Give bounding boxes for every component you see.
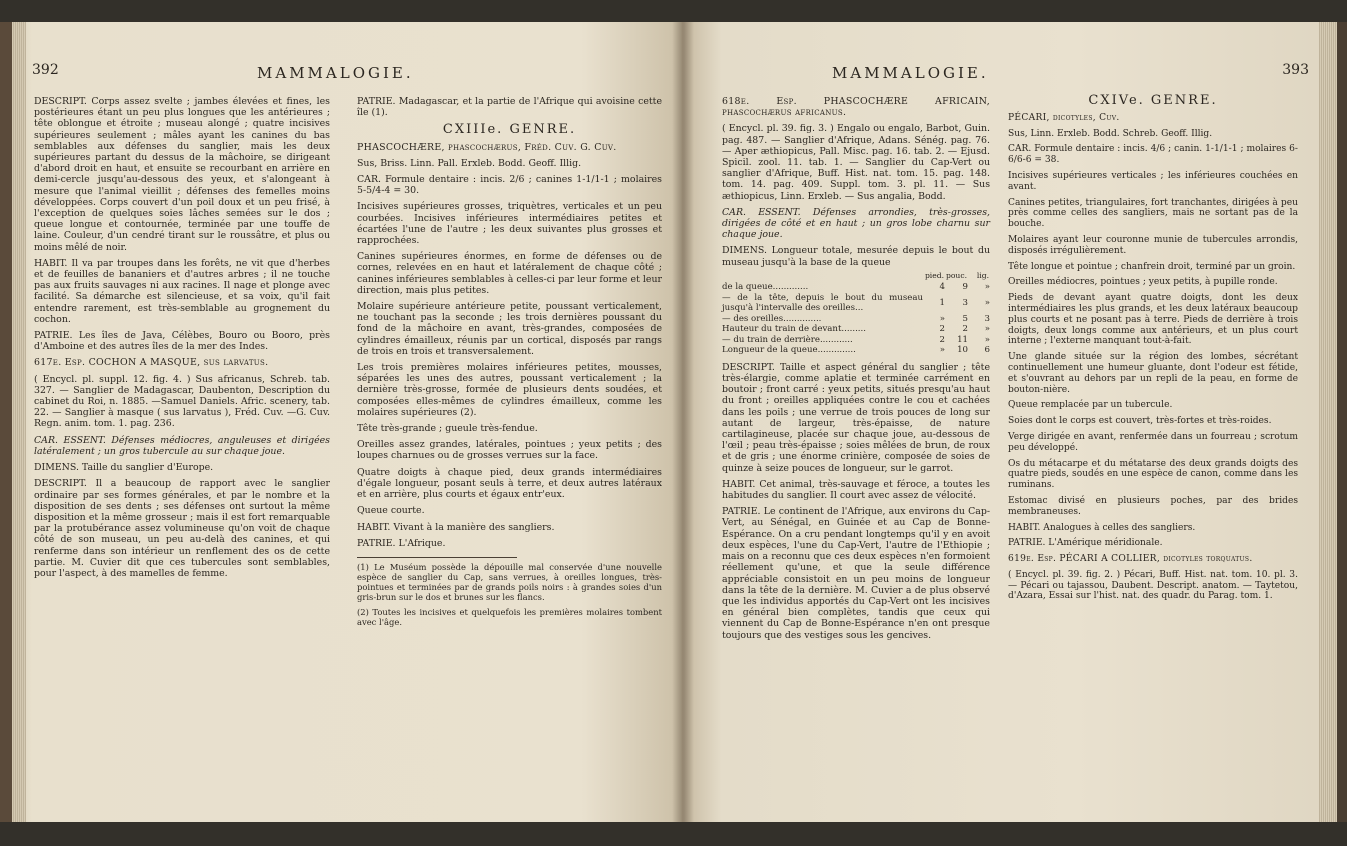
right-column-1: [722, 96, 990, 646]
paragraph: DESCRIPT. Il a beaucoup de rapport avec le sanglier ordinaire par ses formes générales, et par le nombre et la disposition de ses dents ; ses défenses ont surtout la même disposition et la même grosseur ; mais il est fort remarquable par la protubérance assez volumineuse qu'on voit de chaque côté de son museau, un peu au-delà des canines, et qui renferme dans son intérieur un renflement des os de cette partie. M. Cuvier dit que ces tubercules sont semblables, pour l'aspect, à des mamelles de femme.: [34, 478, 330, 579]
paragraph: ( Encycl. pl. 39. fig. 2. ) Pécari, Buff. Hist. nat. tom. 10. pl. 3. — Pécari ou tajassou, Daubent. Descript. anatom. — Taytetou, d'Azara, Essai sur l'hist. nat. des quadr. du Parag. tom. 1.: [1008, 569, 1298, 602]
paragraph: DESCRIPT. Corps assez svelte ; jambes élevées et fines, les postérieures étant un peu plus longues que les antérieures ; tête oblongue et étroite ; museau alongé ; quatre incisives supérieures seulement ; mâles ayant les canines du bas semblables aux défenses du sanglier, mais les deux supérieures partant du dessus de la mâchoire, se dirigeant d'abord droit en haut, et ensuite se recourbant en arrière en demi-cercle jusqu'au-dessous des yeux, et s'alongeant à mesure que l'animal vieillit ; défenses des femelles moins développées. Corps couvert d'un poil doux et un peu frisé, à l'exception de quelques soies lâches semées sur le dos ; queue longue et contournée, terminée par une touffe de laine. Couleur, d'un cendré tirant sur le roussâtre, et plus ou moins mêlé de noir.: [34, 96, 330, 253]
paragraph: Sus, Briss. Linn. Pall. Erxleb. Bodd. Geoff. Illig.: [357, 157, 582, 169]
paragraph: Molaires ayant leur couronne munie de tubercules arrondis, disposés irrégulièrement.: [1008, 234, 1298, 256]
column-header: pied.: [924, 270, 944, 280]
paragraph: ( Encycl. pl. 39. fig. 3. ) Engalo ou engalo, Barbot, Guin. pag. 487. — Sanglier d'Afrique, Adans. Sénég. pag. 76. — Aper æthiopicus, Pall. Misc. pag. 16. tab. 2. — Ejusd. Spicil. zool. 11. tab. 1. — Sanglier du Cap-Vert ou sanglier d'Afrique, Buff. Hist. nat. tom. 15. pag. 148. tom. 14. pag. 409. Suppl. tom. 3. pl. 11. — Sus æthiopicus, Linn. Erxleb. — Sus angalia, Bodd.: [722, 123, 990, 202]
paragraph: DIMENS. Longueur totale, mesurée depuis le bout du museau jusqu'à la base de la queue: [722, 245, 990, 268]
genre-heading: CXIVe. GENRE.: [1088, 93, 1218, 108]
paragraph: PATRIE. Madagascar, et la partie de l'Afrique qui avoisine cette île (1).: [357, 96, 662, 119]
book-gutter: [672, 22, 694, 822]
paragraph: Sus, Linn. Erxleb. Bodd. Schreb. Geoff. Illig.: [1008, 128, 1213, 139]
paragraph: HABIT. Vivant à la manière des sangliers.: [357, 521, 555, 533]
paragraph: Estomac divisé en plusieurs poches, par des brides membraneuses.: [1008, 495, 1298, 517]
table-row: Longueur de la queue.............. » 10 6: [722, 345, 990, 356]
paragraph: PATRIE. Les îles de Java, Célèbes, Bouro ou Booro, près d'Amboine et des autres îles de la mer des Indes.: [34, 330, 330, 353]
paragraph: PHASCOCHÆRE, phascochærus, Fréd. Cuv. G. Cuv.: [357, 141, 617, 153]
left-page: [12, 22, 682, 822]
page-edges-right: [1319, 22, 1337, 822]
page-number: 393: [1282, 62, 1309, 78]
paragraph: Quatre doigts à chaque pied, deux grands intermédiaires d'égale longueur, posant seuls à terre, et deux autres latéraux et en arrière, plus courts et égaux entr'eux.: [357, 466, 662, 501]
right-page: [682, 22, 1337, 822]
species-heading: 619e. Esp. PÉCARI A COLLIER, dicotyles torquatus.: [1008, 554, 1253, 565]
genre-heading: CXIIIe. GENRE.: [442, 122, 577, 138]
paragraph: CAR. ESSENT. Défenses arrondies, très-grosses, dirigées de côté et en haut ; un gros lobe charnu sur chaque joue.: [722, 206, 990, 241]
running-head: MAMMALOGIE.: [832, 64, 989, 82]
paragraph: Verge dirigée en avant, renfermée dans un fourreau ; scrotum peu développé.: [1008, 431, 1298, 453]
footnote: (1) Le Muséum possède la dépouille mal conservée d'une nouvelle espèce de sanglier du Cap, sans verrues, à oreilles longues, très-pointues et terminées par de grands poils noirs : à grandes soies d'un gris-brun sur le dos et brunes sur les flancs.: [357, 561, 662, 602]
left-column-2: [357, 96, 662, 632]
book-cover-right: [1337, 22, 1347, 822]
paragraph: PATRIE. Le continent de l'Afrique, aux environs du Cap-Vert, au Sénégal, en Guinée et au Cap de Bonne-Espérance. On a cru pendant longtemps qu'il y en avoit deux espèces, l'une du Cap-Vert, l'autre de l'Ethiopie ; mais on a reconnu que ces deux espèces n'en formoient réellement qu'une, et que la seule différence appréciable consistoit en un peu moins de longueur dans la tête de la dernière. M. Cuvier a de plus observé que les individus apportés du Cap-Vert ont les incisives en général bien complètes, tandis que ceux qui viennent du Cap de Bonne-Espérance n'en ont presque toujours que des vestiges sous les gencives.: [722, 506, 990, 641]
book-cover-left: [0, 22, 12, 822]
species-heading: 618e. Esp. PHASCOCHÆRE AFRICAIN, phascochærus africanus.: [722, 96, 990, 119]
footnote-rule: [357, 557, 517, 558]
paragraph: Tête longue et pointue ; chanfrein droit, terminé par un groin.: [1008, 261, 1296, 272]
paragraph: Queue remplacée par un tubercule.: [1008, 400, 1173, 411]
paragraph: CAR. Formule dentaire : incis. 2/6 ; canines 1-1/1-1 ; molaires 5-5/4-4 = 30.: [357, 174, 662, 197]
paragraph: CAR. ESSENT. Défenses médiocres, anguleuses et dirigées latéralement ; un gros tubercule au sur chaque joue.: [34, 434, 330, 457]
paragraph: Canines supérieures énormes, en forme de défenses ou de cornes, relevées en en haut et latéralement de chaque côté ; canines inférieures semblables à celles-ci par leur forme et leur direction, mais plus petites.: [357, 251, 662, 296]
paragraph: HABIT. Cet animal, très-sauvage et féroce, a toutes les habitudes du sanglier. Il court avec assez de vélocité.: [722, 478, 990, 502]
column-header: pouc.: [946, 270, 967, 280]
paragraph: Os du métacarpe et du métatarse des deux grands doigts des quatre pieds, soudés en une espèce de canon, comme dans les ruminans.: [1008, 458, 1298, 491]
paragraph: Les trois premières molaires inférieures petites, mousses, séparées les unes des autres, poussant verticalement ; la dernière très-grosse, formée de plusieurs dents soudées, et composées elles-mêmes de cylindres émailleux, comme les molaires supérieures (2).: [357, 362, 662, 418]
paragraph: Canines petites, triangulaires, fort tranchantes, dirigées à peu près comme celles des sangliers, mais ne sortant pas de la bouche.: [1008, 197, 1298, 230]
footnote: (2) Toutes les incisives et quelquefois les premières molaires tombent avec l'âge.: [357, 606, 662, 627]
paragraph: Incisives supérieures grosses, triquètres, verticales et un peu courbées. Incisives inférieures intermédiaires petites et écartées l'une de l'autre ; les deux suivantes plus grosses et rapprochées.: [357, 201, 662, 247]
dimensions-table: [722, 270, 990, 356]
paragraph: PÉCARI, dicotyles, Cuv.: [1008, 112, 1120, 123]
paragraph: CAR. Formule dentaire : incis. 4/6 ; canin. 1-1/1-1 ; molaires 6-6/6-6 = 38.: [1008, 144, 1298, 166]
paragraph: Oreilles médiocres, pointues ; yeux petits, à pupille ronde.: [1008, 277, 1278, 288]
column-header: lig.: [976, 270, 989, 280]
table-row: — des oreilles.............. » 5 3: [722, 313, 990, 324]
paragraph: Incisives supérieures verticales ; les inférieures couchées en avant.: [1008, 170, 1298, 192]
table-row: — du train de derrière............ 2 11 »: [722, 334, 990, 345]
paragraph: ( Encycl. pl. suppl. 12. fig. 4. ) Sus africanus, Schreb. tab. 327. — Sanglier de Madagascar, Daubenton, Description du cabinet du Roi, n. 1885. —Samuel Daniels. Afric. scenery, tab. 22. — Sanglier à masque ( sus larvatus ), Fréd. Cuv. —G. Cuv. Regn. anim. tom. 1. pag. 236.: [34, 373, 330, 430]
table-row: de la queue............. 4 9 »: [722, 282, 990, 293]
paragraph: Oreilles assez grandes, latérales, pointues ; yeux petits ; des loupes charnues ou de grosses verrues sur la face.: [357, 439, 662, 462]
right-column-2: [1008, 93, 1298, 607]
paragraph: DESCRIPT. Taille et aspect général du sanglier ; tête très-élargie, comme aplatie et terminée carrément en boutoir ; front carré : yeux petits, situés presqu'au haut du front ; oreilles appliquées contre le cou et cachées dans les poils ; une verrue de trois pouces de long sur autant de largeur, très-épaisse, de nature cartilagineuse, placée sur chaque joue, au-dessous de l'œil ; peau très-épaisse ; soies mêlées de brun, de roux et de gris ; une énorme crinière, composée de soies de quinze à seize pouces de longueur, sur le garrot.: [722, 361, 990, 474]
left-column-1: [34, 96, 330, 584]
running-head: MAMMALOGIE.: [257, 64, 414, 82]
paragraph: Tête très-grande ; gueule très-fendue.: [357, 423, 538, 435]
table-row: — de la tête, depuis le bout du museau jusqu'à l'intervalle des oreilles... 1 3 »: [722, 292, 990, 314]
paragraph: Soies dont le corps est couvert, très-fortes et très-roides.: [1008, 416, 1272, 427]
page-edges-left: [12, 22, 26, 822]
table-header: [722, 270, 990, 283]
paragraph: HABIT. Analogues à celles des sangliers.: [1008, 522, 1196, 533]
paragraph: PATRIE. L'Amérique méridionale.: [1008, 538, 1163, 549]
paragraph: Queue courte.: [357, 505, 425, 517]
paragraph: PATRIE. L'Afrique.: [357, 537, 446, 549]
page-number: 392: [32, 62, 59, 78]
species-heading: 617e. Esp. COCHON A MASQUE, sus larvatus.: [34, 357, 269, 369]
paragraph: DIMENS. Taille du sanglier d'Europe.: [34, 462, 214, 474]
paragraph: Une glande située sur la région des lombes, sécrétant continuellement une humeur gluante, dont l'odeur est fétide, et s'ouvrant au dehors par un repli de la peau, en forme de bouton-nière.: [1008, 352, 1298, 395]
paragraph: HABIT. Il va par troupes dans les forêts, ne vit que d'herbes et de feuilles de bananiers et d'autres arbres ; il ne touche pas aux fruits sauvages ni aux racines. Il nage et plonge avec facilité. Sa démarche est silencieuse, et sa voix, qu'il fait entendre rarement, est très-semblable au grognement du cochon.: [34, 257, 330, 325]
table-row: Hauteur du train de devant......... 2 2 »: [722, 324, 990, 335]
paragraph: Molaire supérieure antérieure petite, poussant verticalement, ne touchant pas la seconde ; les trois dernières poussant du fond de la mâchoire en avant, très-grandes, composées de cylindres émailleux, réunis par un cortical, disposés par rangs de trois en trois et transversalement.: [357, 301, 662, 357]
paragraph: Pieds de devant ayant quatre doigts, dont les deux intermédiaires les plus grands, et les deux latéraux beaucoup plus courts et ne posant pas à terre. Pieds de derrière à trois doigts, deux longs comme aux antérieurs, et un plus court interne ; l'externe manquant tout-à-fait.: [1008, 293, 1298, 347]
